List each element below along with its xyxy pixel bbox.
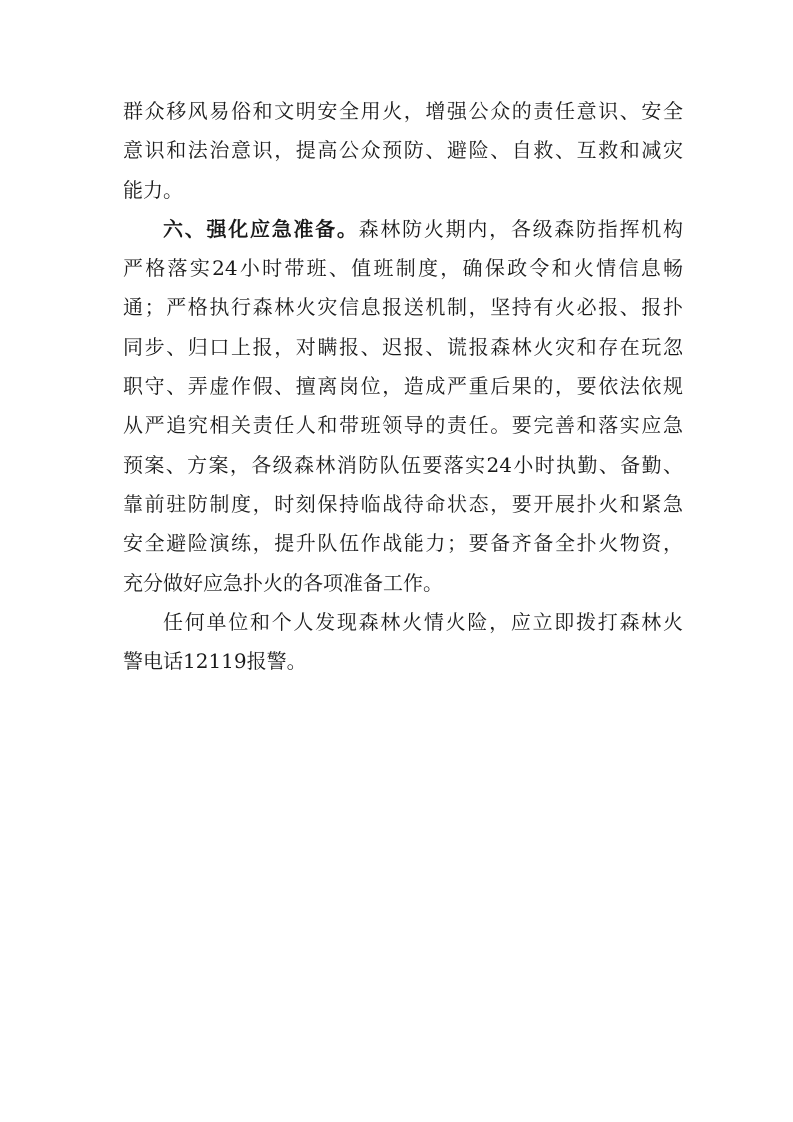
section-heading: 六、强化应急准备。 [163,216,359,241]
text-line: 能力。 [123,177,183,202]
text-line: 意识和法治意识，提高公众预防、避险、自救、互救和减灾 [123,138,683,163]
text-line: 严格落实24小时带班、值班制度，确保政令和火情信息畅 [123,256,683,281]
text-line: 通；严格执行森林火灾信息报送机制，坚持有火必报、报扑 [123,295,683,320]
text-line: 靠前驻防制度，时刻保持临战待命状态，要开展扑火和紧急 [123,491,683,516]
paragraph-emergency-preparation [123,210,683,603]
paragraph-public-awareness [123,92,683,210]
text-line: 预案、方案，各级森林消防队伍要落实24小时执勤、备勤、 [123,452,683,477]
text-line: 从严追究相关责任人和带班领导的责任。要完善和落实应急 [123,413,683,438]
document-body [123,92,683,681]
paragraph-report-hotline [123,603,683,682]
text-line: 任何单位和个人发现森林火情火险，应立即拨打森林火 [163,609,683,634]
text-line: 警电话12119报警。 [123,649,307,674]
text-line: 群众移风易俗和文明安全用火，增强公众的责任意识、安全 [123,99,683,123]
text-line: 同步、归口上报，对瞒报、迟报、谎报森林火灾和存在玩忽 [123,334,683,359]
text-run: 森林防火期内，各级森防指挥机构 [358,216,684,241]
text-line: 充分做好应急扑火的各项准备工作。 [123,570,443,595]
text-line: 职守、弄虚作假、擅离岗位，造成严重后果的，要依法依规 [123,374,683,399]
text-line [123,210,683,249]
text-line: 安全避险演练，提升队伍作战能力；要备齐备全扑火物资， [123,531,683,556]
